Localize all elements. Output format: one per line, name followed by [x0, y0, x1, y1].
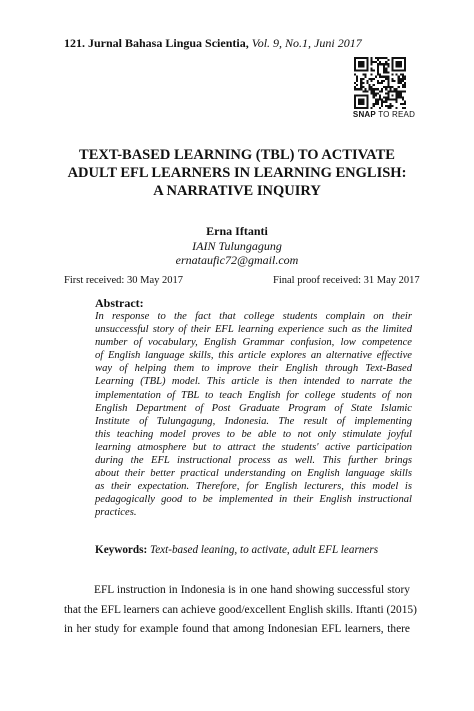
title-line: ADULT EFL LEARNERS IN LEARNING ENGLISH: [67, 165, 407, 181]
final-proof-date: Final proof received: 31 May 2017 [273, 275, 420, 286]
journal-name: . Jurnal Bahasa Lingua Scientia, [82, 36, 249, 50]
abstract-line: during the EFL instructional process as well. This further brings [95, 455, 412, 467]
snap-to-read-label: SNAP TO READ [352, 110, 416, 119]
body-line: EFL instruction in Indonesia is in one hand showing successful story [94, 584, 410, 596]
keywords-label: Keywords: [95, 544, 148, 556]
abstract-line: way of helping them to improve their English through Text-Based [95, 363, 412, 375]
abstract-text [95, 310, 412, 520]
article-title [60, 146, 414, 200]
abstract-line: Institute of Tulungagung, Indonesia. The result of implementing [95, 415, 412, 427]
abstract-line: number of vocabulary, English Grammar confusion, low competence [95, 337, 412, 349]
page-number: 121 [64, 36, 82, 50]
abstract-line: as their expectation. Therefore, for English lecturers, this model is [95, 481, 412, 493]
abstract-line: learning atmosphere but to attract the students' active participation [95, 441, 412, 453]
body-line: in her study for example found that among Indonesian EFL learners, there [64, 623, 410, 635]
qr-code-icon[interactable] [354, 57, 406, 109]
abstract-line: this teaching model proves to be able to not only stimulate joyful [95, 428, 412, 440]
running-header [64, 36, 362, 51]
abstract-heading: Abstract: [95, 296, 144, 310]
body-line: that the EFL learners can achieve good/excellent English skills. Iftanti (2015) [64, 603, 417, 616]
abstract-line: pedagogically good to be implemented in their English instructional [95, 494, 412, 506]
abstract-line: In response to the fact that college students complain on their [95, 311, 412, 322]
abstract-line: Learning (TBL) model. This article is then intended to narrate the [95, 376, 412, 388]
abstract-line: of English language skills, this article explores an alternative effective [95, 350, 412, 362]
keywords [95, 544, 378, 556]
keywords-value: Text-based leaning, to activate, adult EFL learners [150, 544, 379, 556]
abstract-line: about their better practical understanding on English language skills [95, 468, 412, 480]
abstract-line: English Department of Post Graduate Program of State Islamic [95, 402, 412, 414]
body-paragraph [64, 581, 417, 640]
abstract-line: unsuccessful story of their EFL learning experience such as the limited [95, 324, 412, 336]
author-affiliation: IAIN Tulungagung [192, 239, 282, 253]
journal-volume: Vol. 9, No.1, Juni 2017 [251, 36, 362, 50]
author-name: Erna Iftanti [206, 224, 268, 238]
first-received-date: First received: 30 May 2017 [64, 275, 183, 286]
title-line: TEXT-BASED LEARNING (TBL) TO ACTIVATE [79, 147, 395, 163]
abstract-line: implementation of TBL to teach English for college students of non [95, 389, 412, 401]
title-line: A NARRATIVE INQUIRY [153, 183, 321, 199]
abstract-line: practices. [95, 507, 137, 519]
author-email[interactable]: ernataufic72@gmail.com [175, 253, 299, 267]
